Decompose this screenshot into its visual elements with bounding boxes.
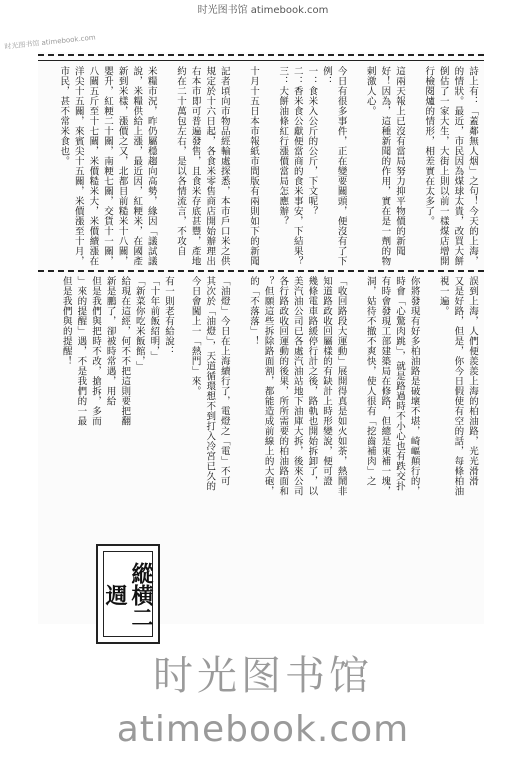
bottom-column-19: 其次於「油燈」，天道循環想不到打入冷宮已久的: [204, 276, 216, 492]
top-column-22: [159, 66, 172, 266]
top-column-8: 剌激人心。: [364, 66, 376, 116]
bottom-column-12: 幾條電車路緩停行計之後，路軌也開始拆卸了，以: [306, 276, 318, 496]
bottom-column-21: [174, 276, 187, 496]
bottom-column-20: 今日會闖上一「熱門」來。: [189, 276, 201, 396]
bottom-column-8: 洞，姑待不撤不爽快，使人很有「挖齒補肉」之: [364, 276, 376, 486]
bottom-column-7: 有時會發現工部建築局在修路，但總是東補一塊，: [379, 276, 391, 496]
bottom-column-10: 「收回路段大運動」展開得真是如火如荼，熱鬧非: [335, 276, 347, 496]
bottom-column-18: 「油燈」今日在上海續行了，電燈之「電」不可: [218, 276, 230, 486]
top-column-12: 一：食米入公斤的公斤，下文呢？: [306, 66, 318, 216]
top-column-15: [262, 66, 275, 266]
middle-divider-rule: [38, 270, 484, 272]
top-column-28: 洋尖十五關，來賓尖十五關，米價漲至十月，: [72, 66, 84, 266]
side-watermark: 时光图书馆 atimebook.com: [4, 33, 97, 51]
bottom-column-24: 「新菜你吃米飯館，」: [133, 276, 145, 372]
bottom-column-11: 知道路政收回屬樣的有缺計上時形變說，便可證: [321, 276, 332, 486]
bottom-column-15: ？但願這些拆除路面割，都能造成前線上的大砲，: [262, 276, 274, 496]
stamp-title: 縱横二週: [102, 562, 154, 628]
bottom-column-28: 」來的提醒」遇，不是我們的一最: [75, 276, 87, 426]
top-column-26: 嬰升，紅粳二十關，南粳七關，交貨十一關，: [102, 66, 113, 266]
top-column-23: 米糧市況，昨仍屬穩趨向高勢，緣因「議試議: [145, 66, 157, 266]
top-column-20: 右本市即可普遍發售，且食米存底甚豐，產地: [189, 66, 201, 266]
bottom-column-17: [232, 276, 245, 496]
column-title-stamp: [96, 544, 160, 644]
bottom-column-23: 「十年前飯紹明，」: [148, 276, 160, 362]
bottom-column-3: 視一遍。: [437, 276, 449, 316]
top-column-21: 約在二十萬包左右，是以各情流言，不攻自: [175, 66, 186, 256]
top-column-14: 三：大餅油條紅行漲價當局怎應辦？: [277, 66, 289, 226]
bottom-column-14: 各行路政收回運動的後果，所所需要的柏油路面和: [277, 276, 289, 496]
top-column-16: 十月十五日本市報紙市間版有兩則如下的新聞: [248, 66, 259, 266]
bottom-column-16: 的「不落落」！: [248, 276, 259, 346]
bottom-column-2: 又是好路，但是，你今日假使有空的話，每條柏油: [452, 276, 464, 496]
bottom-column-1: 誤到上海，人們便羨羨上海的柏油路，光光滑滑: [467, 276, 478, 486]
top-column-25: 新到米樣，漲價之又，北都目前糙米十八關，: [116, 66, 128, 266]
top-column-9: [349, 66, 362, 266]
top-column-24: 說，米糧供給上漲，最近因，紅粳米，在國產: [131, 66, 143, 266]
bottom-column-5: 你將發現有好多柏油路是破壞不堪，崎嶇顛行的，: [408, 276, 420, 496]
top-column-6: 這兩天報上已沒有當局努力抑平物價的新聞: [394, 66, 405, 256]
watermark-url: atimebook.com: [116, 709, 410, 750]
bottom-column-25: 給現在這經，何不不把這則要把翻: [119, 276, 131, 426]
bottom-column-27: 但是我們與把時不改，搶拆，多而: [90, 276, 101, 426]
top-column-11: 例：: [321, 66, 332, 86]
top-column-1: 詩上有：「蓋鄰無人烟」之句！今天的上海，: [467, 66, 478, 266]
bottom-column-22: 有一則老有給說：: [163, 276, 174, 356]
scanned-page: [38, 52, 484, 628]
bottom-column-9: [349, 276, 362, 496]
bottom-column-26: 新是鵬了，卻被時常遇，用給: [104, 276, 116, 406]
top-border-rule: [38, 54, 484, 56]
site-header: 时光图书馆 atimebook.com: [197, 5, 329, 16]
top-column-27: 八關五斤至十七關，米價糙米大，米價續漲在: [87, 66, 99, 266]
top-column-10: 今日有很多事件，正在變要關頭，便沒有了下: [335, 66, 347, 266]
top-column-3: 倒估了一家大生，大街上則以前一樣煤店增開: [437, 66, 449, 266]
top-column-19: 規定於十六日起，各食米零售商店開始辦理出: [204, 66, 216, 266]
top-column-17: [232, 66, 245, 266]
watermark-chinese: 时光图书馆: [153, 653, 373, 699]
top-column-13: 二：香米食公獻便當商的食米事安，下結果？: [291, 66, 303, 266]
bottom-column-6: 時會「心驚肉跳」，就是路過時不小心也有跌交扑: [394, 276, 405, 492]
top-column-2: 的情狀。最近，市民因為煤球太貴，改買大餅: [452, 66, 464, 266]
bottom-column-13: 美汽油公司已各處汽油站地下油庫大拆，後來公司: [291, 276, 303, 496]
top-inner-rule: [38, 60, 484, 61]
top-column-29: 市民，甚不常米食也。: [58, 66, 70, 166]
bottom-column-4: [422, 276, 435, 496]
bottom-column-29: 但是我們與的提醒！: [60, 276, 72, 366]
top-column-18: 記者頃向市物品經輸處探悉，本市戶口米之供: [218, 66, 230, 266]
top-column-7: 好！因為，這種新聞的作用，實在是一劑的物: [379, 66, 391, 266]
top-column-5: [408, 66, 421, 266]
top-column-4: 行檢閱爐的情形，相差實在太多了。: [423, 66, 435, 226]
